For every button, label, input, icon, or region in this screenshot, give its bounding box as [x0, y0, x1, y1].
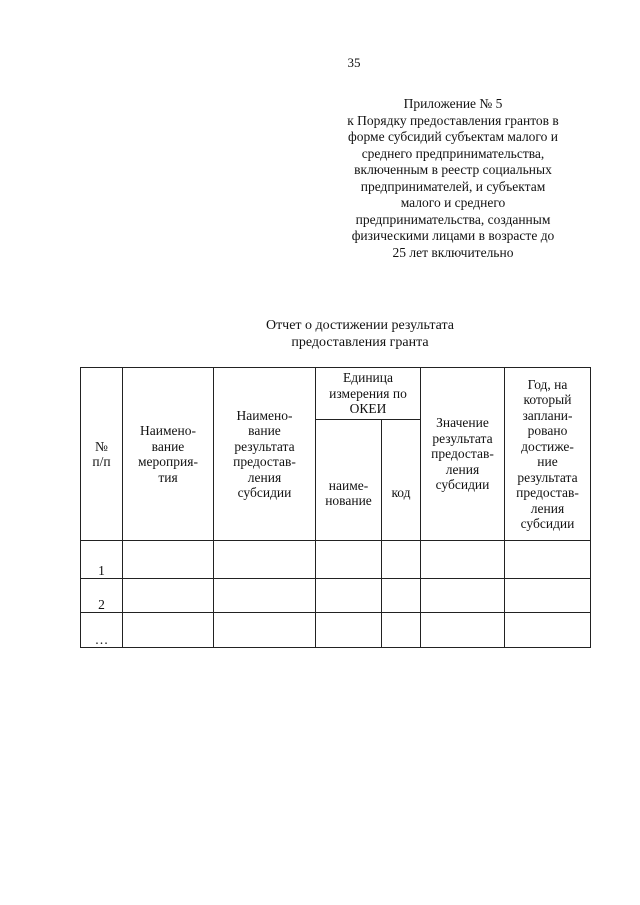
cell-result-name — [214, 541, 316, 579]
cell-result-value — [421, 541, 505, 579]
cell-result-name — [214, 579, 316, 613]
table-row — [81, 541, 591, 579]
header-num: № п/п — [81, 368, 123, 541]
report-title — [0, 317, 640, 351]
cell-unit-code — [382, 541, 421, 579]
header-planned-year: Год, на который заплани- ровано достиже- ние результата предостав- ления субсидии — [505, 368, 591, 541]
cell-num: 1 — [81, 541, 123, 579]
cell-planned-year — [505, 541, 591, 579]
cell-unit-name — [316, 613, 382, 648]
appendix-line: форме субсидий субъектам малого и — [348, 129, 558, 144]
appendix-heading — [318, 96, 588, 261]
table-row — [81, 579, 591, 613]
cell-planned-year — [505, 613, 591, 648]
cell-result-value — [421, 613, 505, 648]
appendix-line: предпринимательства, созданным — [355, 211, 551, 227]
appendix-line: среднего предпринимательства, — [361, 145, 545, 161]
cell-num: 2 — [81, 579, 123, 613]
appendix-line: включенным в реестр социальных — [354, 162, 552, 177]
cell-unit-name — [316, 579, 382, 613]
cell-event-name — [123, 541, 214, 579]
table-row — [81, 613, 591, 648]
appendix-line: Приложение № 5 — [403, 96, 503, 111]
header-unit-group: Единица измерения по ОКЕИ — [316, 368, 421, 420]
cell-unit-code — [382, 613, 421, 648]
appendix-line: малого и среднего — [400, 195, 506, 210]
table-header-row — [81, 368, 591, 420]
header-unit-code: код — [382, 420, 421, 541]
report-table — [80, 367, 591, 648]
appendix-line: к Порядку предоставления грантов в — [347, 112, 559, 128]
header-event-name: Наимено- вание мероприя- тия — [123, 368, 214, 541]
cell-num: … — [81, 613, 123, 648]
cell-unit-code — [382, 579, 421, 613]
page-number: 35 — [347, 55, 361, 70]
appendix-line: физическими лицами в возрасте до — [351, 228, 555, 243]
cell-result-name — [214, 613, 316, 648]
appendix-line: 25 лет включительно — [392, 244, 514, 260]
cell-planned-year — [505, 579, 591, 613]
header-unit-name: наиме- нование — [316, 420, 382, 541]
header-result-value: Значение результата предостав- ления субсидии — [421, 368, 505, 541]
cell-event-name — [123, 613, 214, 648]
report-title-line: предоставления гранта — [291, 335, 429, 350]
cell-event-name — [123, 579, 214, 613]
cell-result-value — [421, 579, 505, 613]
header-result-name: Наимено- вание результата предостав- ления субсидии — [214, 368, 316, 541]
report-title-line: Отчет о достижении результата — [265, 318, 455, 333]
cell-unit-name — [316, 541, 382, 579]
appendix-line: предпринимателей, и субъектам — [360, 178, 546, 194]
